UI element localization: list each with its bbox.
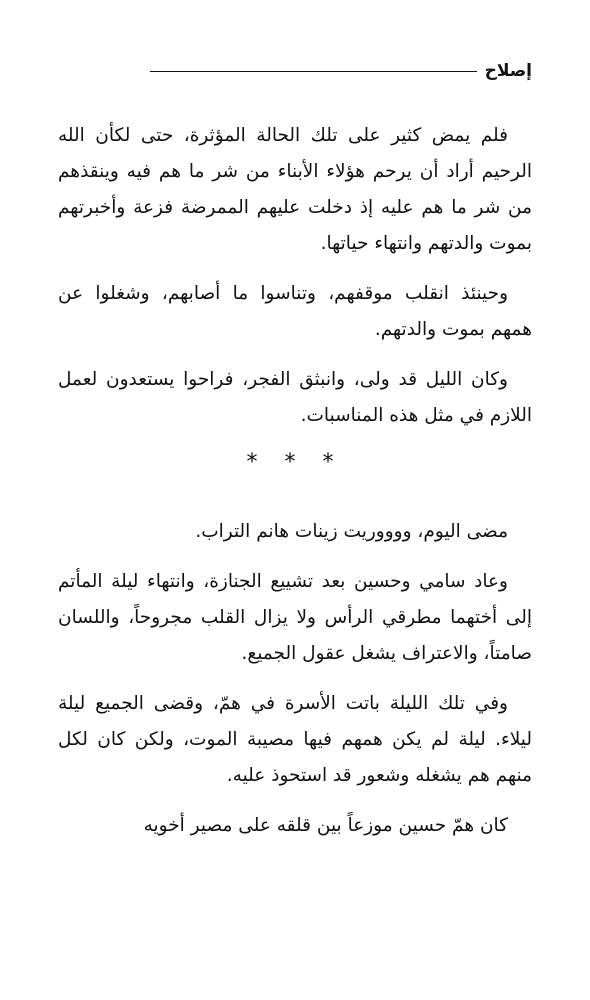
paragraph: وحينئذ انقلب موقفهم، وتناسوا ما أصابهم، وشغلوا عن همهم بموت والدتهم. bbox=[58, 283, 532, 340]
paragraph: مضى اليوم، ووووريت زينات هانم التراب. bbox=[195, 521, 508, 542]
header-rule bbox=[150, 71, 477, 72]
paragraph: كان همّ حسين موزعاً بين قلقه على مصير أخويه bbox=[143, 815, 508, 836]
paragraph: وفي تلك الليلة باتت الأسرة في همّ، وقضى الجميع ليلة ليلاء. ليلة لم يكن همهم فيها مصيبة الموت، ولكن كان لكل منهم هم يشغله وشعور قد استحوذ عليه. bbox=[58, 693, 532, 786]
page-body bbox=[58, 118, 532, 858]
section-separator: * * * bbox=[246, 450, 344, 475]
paragraph: وكان الليل قد ولى، وانبثق الفجر، فراحوا يستعدون لعمل اللازم في مثل هذه المناسبات. bbox=[58, 369, 532, 426]
paragraph: فلم يمض كثير على تلك الحالة المؤثرة، حتى لكأن الله الرحيم أراد أن يرحم هؤلاء الأبناء من شر ما هم فيه وينقذهم من شر ما هم عليه إذ دخلت عليهم الممرضة فزعة وأخبرتهم بموت والدتهم وانتهاء حياتها. bbox=[58, 125, 532, 254]
paragraph: وعاد سامي وحسين بعد تشييع الجنازة، وانتهاء ليلة المأتم إلى أختهما مطرقي الرأس ولا يزال القلب مجروحاً، واللسان صامتاً، والاعتراف يشغل عقول الجميع. bbox=[58, 571, 532, 664]
running-header bbox=[150, 56, 532, 86]
chapter-title: إصلاح bbox=[484, 61, 532, 81]
